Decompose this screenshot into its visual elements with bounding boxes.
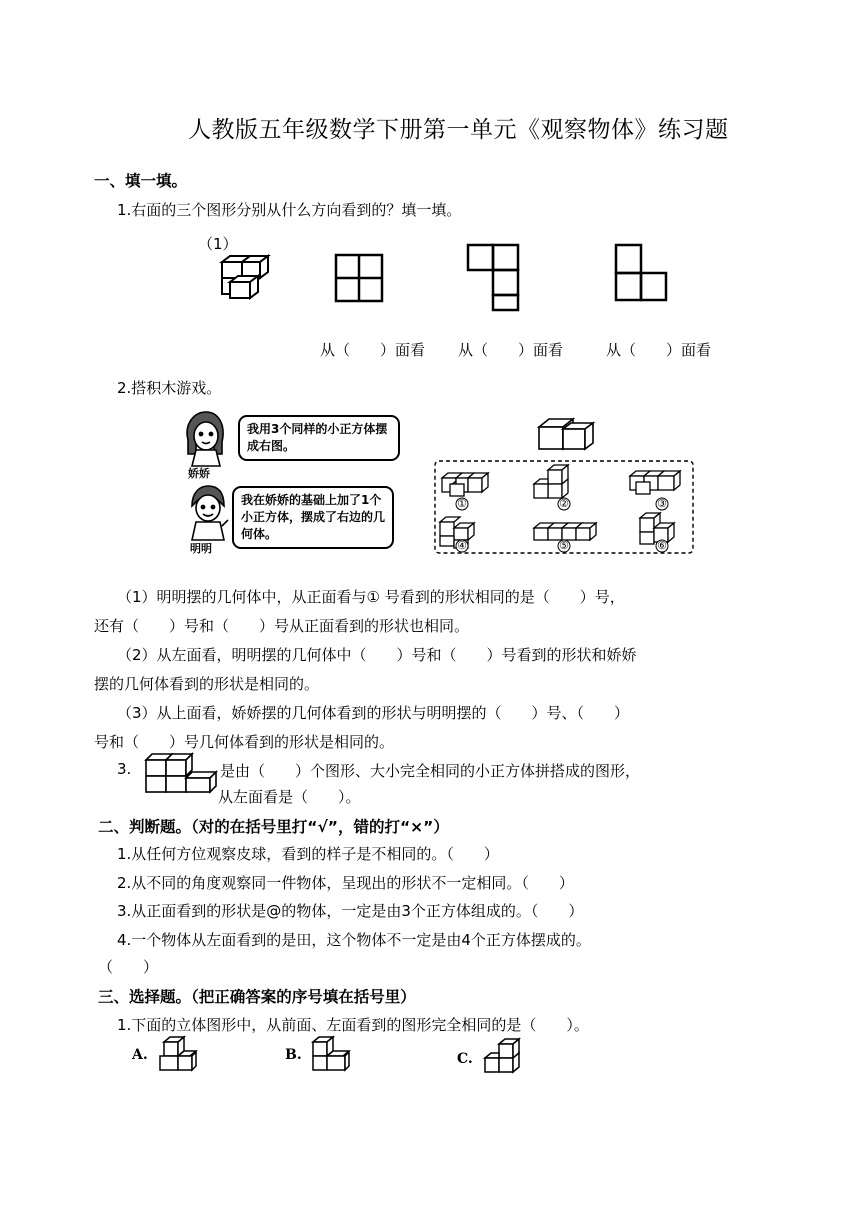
question-1-3-number: 3. [117, 760, 132, 778]
section-3-heading: 三、选择题。（把正确答案的序号填在括号里） [98, 988, 416, 1006]
jiaojiao-speech-bubble: 我用3个同样的小正方体摆成右图。 [238, 415, 400, 461]
question-1-3-line2: 从左面看是（ ）。 [218, 788, 361, 806]
q2-part1-line1: （1）明明摆的几何体中，从正面看与① 号看到的形状相同的是（ ）号， [117, 588, 625, 606]
jiaojiao-cube-shape [537, 415, 601, 455]
judge-item-2: 2.从不同的角度观察同一件物体，呈现出的形状不一定相同。（ ） [117, 874, 574, 892]
girl-character-icon [184, 410, 226, 466]
option-number-5: ⑤ [559, 539, 569, 552]
choice-question-1: 1.下面的立体图形中，从前面、左面看到的图形完全相同的是（ ）。 [117, 1016, 589, 1034]
option-a-cube-shape [158, 1036, 202, 1076]
question-1-1-label: （1） [198, 235, 238, 253]
section-2-heading: 二、判断题。（对的在括号里打“√”，错的打“×”） [98, 818, 449, 836]
option-c-cube-shape [483, 1038, 527, 1078]
page-title: 人教版五年级数学下册第一单元《观察物体》练习题 [188, 117, 729, 143]
mingming-speech-bubble: 我在娇娇的基础上加了1个小正方体，摆成了右边的几何体。 [232, 486, 394, 549]
option-b-cube-shape [311, 1036, 355, 1076]
caption-view-2: 从（ ）面看 [458, 341, 564, 359]
q2-part3-line2: 号和（ ）号几何体看到的形状是相同的。 [94, 733, 395, 751]
q2-part2-line1: （2）从左面看，明明摆的几何体中（ ）号和（ ）号看到的形状和娇娇 [117, 646, 637, 664]
question-1-3-line1: 是由（ ）个图形、大小完全相同的小正方体拼搭成的图形， [220, 762, 641, 780]
jiaojiao-name: 娇娇 [188, 467, 210, 480]
caption-view-1: 从（ ）面看 [320, 341, 426, 359]
option-number-6: ⑥ [657, 539, 667, 552]
option-b-label: B. [285, 1047, 302, 1063]
caption-view-3: 从（ ）面看 [606, 341, 712, 359]
option-number-1: ① [457, 497, 467, 510]
option-number-2: ② [559, 497, 569, 510]
question-1-1: 1.右面的三个图形分别从什么方向看到的？填一填。 [117, 201, 462, 219]
judge-item-1: 1.从任何方位观察皮球，看到的样子是不相同的。（ ） [117, 845, 499, 863]
judge-item-4: 4.一个物体从左面看到的是田，这个物体不一定是由4个正方体摆成的。 [117, 931, 591, 949]
option-number-3: ③ [657, 497, 667, 510]
q3-cube-shape [144, 752, 224, 798]
option-c-label: C. [457, 1051, 473, 1067]
mingming-name: 明明 [190, 542, 212, 555]
view-shape-l-tall [467, 244, 523, 314]
option-a-label: A. [132, 1047, 148, 1063]
q2-part3-line1: （3）从上面看，娇娇摆的几何体看到的形状与明明摆的（ ）号、（ ） [117, 704, 630, 722]
view-shape-l-step [615, 244, 671, 304]
section-1-heading: 一、填一填。 [94, 172, 188, 190]
view-shape-square-grid [335, 254, 385, 304]
question-1-2: 2.搭积木游戏。 [117, 379, 222, 397]
cube-stack-figure [216, 252, 276, 302]
judge-item-3: 3.从正面看到的形状是@的物体，一定是由3个正方体组成的。（ ） [117, 902, 584, 920]
q2-part1-line2: 还有（ ）号和（ ）号从正面看到的形状也相同。 [94, 617, 470, 635]
option-number-4: ④ [457, 539, 467, 552]
judge-item-4-paren: （ ） [98, 958, 159, 976]
boy-character-icon [186, 484, 228, 540]
q2-part2-line2: 摆的几何体看到的形状是相同的。 [94, 675, 320, 693]
